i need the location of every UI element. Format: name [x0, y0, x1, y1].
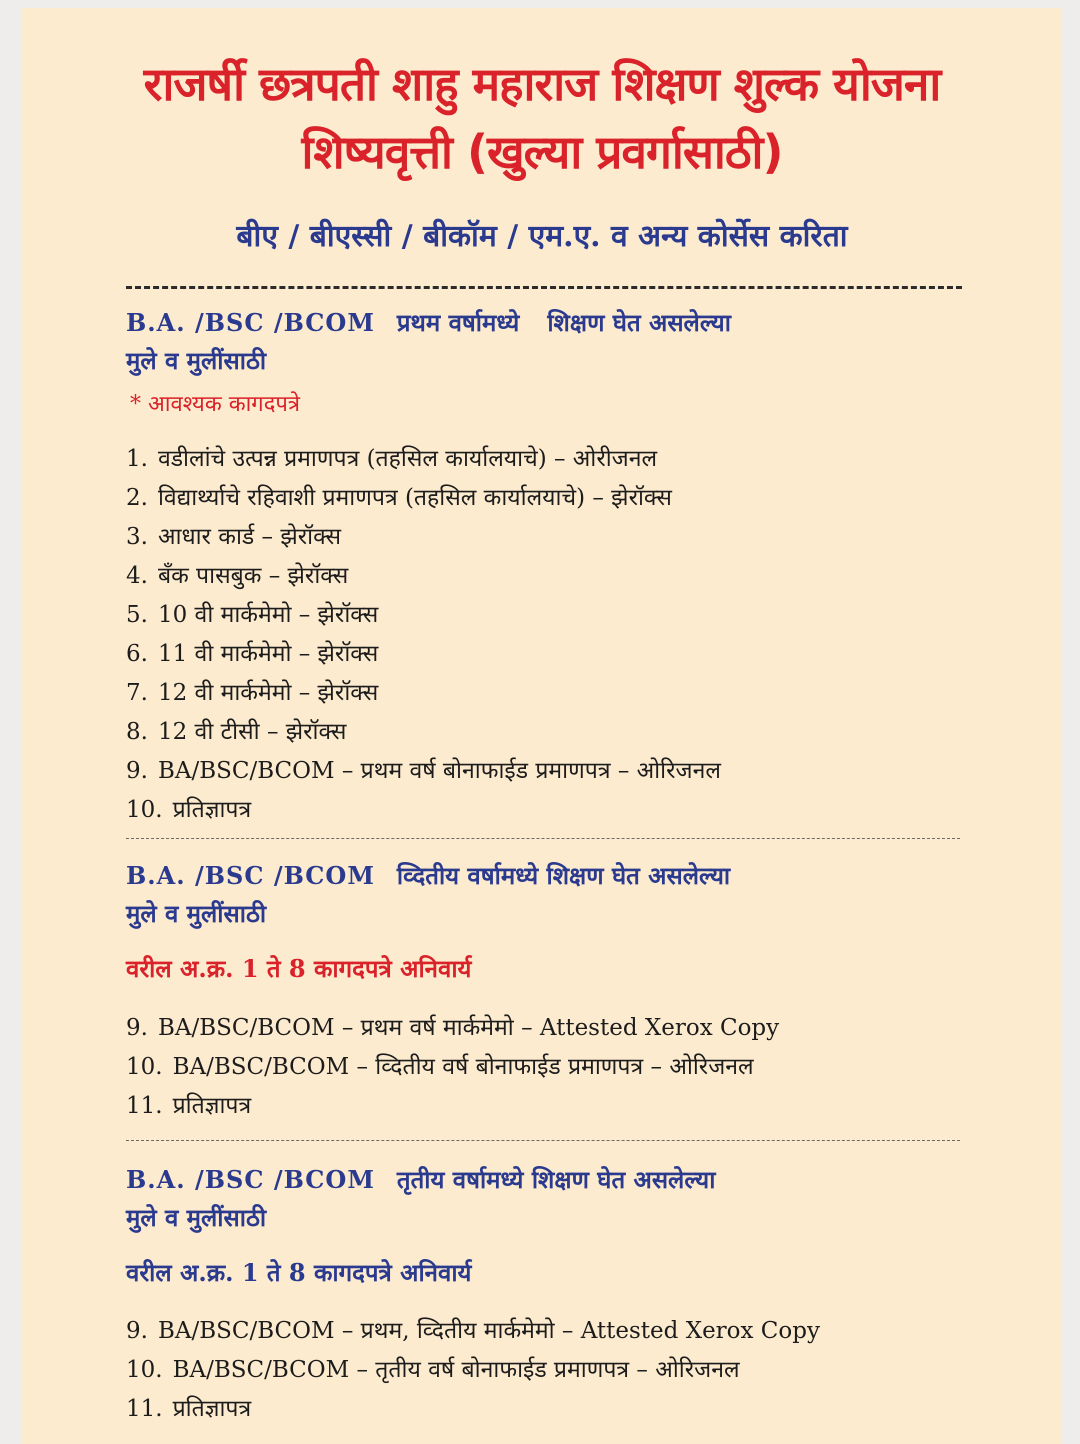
list-item: 9. BA/BSC/BCOM – प्रथम, व्दितीय मार्कमेमो – Attested Xerox Copy [126, 1318, 820, 1344]
notice-page [22, 8, 1062, 1444]
section-1-heading-line-2: मुले व मुलींसाठी [126, 346, 267, 375]
list-item: 9. BA/BSC/BCOM – प्रथम वर्ष बोनाफाईड प्रमाणपत्र – ओरिजनल [126, 758, 721, 784]
section-1-heading-part-1: प्रथम वर्षामध्ये [396, 308, 520, 337]
required-documents-note: * आवश्यक कागदपत्रे [130, 392, 301, 417]
section-1-heading-courses: B.A. /BSC /BCOM [126, 308, 375, 337]
section-divider [126, 838, 960, 839]
list-item: 9. BA/BSC/BCOM – प्रथम वर्ष मार्कमेमो – Attested Xerox Copy [126, 1015, 780, 1041]
section-3-heading [126, 1161, 715, 1237]
section-3-heading-line-2: मुले व मुलींसाठी [126, 1203, 267, 1232]
section-2-document-list [126, 1009, 779, 1126]
list-item: 10. BA/BSC/BCOM – तृतीय वर्ष बोनाफाईड प्रमाणपत्र – ओरिजनल [126, 1357, 740, 1383]
section-2-heading-part-1: व्दितीय वर्षामध्ये शिक्षण घेत असलेल्या [396, 861, 731, 890]
list-item: 1. वडीलांचे उत्पन्न प्रमाणपत्र (तहसिल कार्यालयाचे) – ओरीजनल [126, 446, 658, 472]
section-2-heading-courses: B.A. /BSC /BCOM [126, 861, 375, 890]
heavy-dashed-divider [126, 286, 962, 289]
list-item: 4. बँक पासबुक – झेरॉक्स [126, 563, 349, 589]
section-1-heading-part-2: शिक्षण घेत असलेल्या [547, 308, 731, 337]
list-item: 6. 11 वी मार्कमेमो – झेरॉक्स [126, 641, 379, 667]
section-divider [126, 1140, 960, 1141]
section-3-compulsory-note: वरील अ.क्र. 1 ते 8 कागदपत्रे अनिवार्य [126, 1258, 472, 1287]
page-title-line-1: राजर्षी छत्रपती शाहु महाराज शिक्षण शुल्क योजना [143, 57, 941, 111]
list-item: 8. 12 वी टीसी – झेरॉक्स [126, 719, 347, 745]
section-1-document-list [126, 440, 721, 830]
list-item: 10. प्रतिज्ञापत्र [126, 797, 252, 823]
list-item: 5. 10 वी मार्कमेमो – झेरॉक्स [126, 602, 379, 628]
section-3-document-list [126, 1312, 820, 1429]
section-3-heading-part-1: तृतीय वर्षामध्ये शिक्षण घेत असलेल्या [396, 1165, 716, 1194]
list-item: 11. प्रतिज्ञापत्र [126, 1093, 252, 1119]
list-item: 7. 12 वी मार्कमेमो – झेरॉक्स [126, 680, 379, 706]
list-item: 11. प्रतिज्ञापत्र [126, 1396, 252, 1422]
section-2-compulsory-note: वरील अ.क्र. 1 ते 8 कागदपत्रे अनिवार्य [126, 954, 472, 983]
section-3-heading-courses: B.A. /BSC /BCOM [126, 1165, 375, 1194]
section-1-heading [126, 304, 731, 380]
section-2-heading [126, 857, 730, 933]
page-title-line-2: शिष्यवृत्ती (खुल्या प्रवर्गासाठी) [301, 125, 783, 179]
section-2-heading-line-2: मुले व मुलींसाठी [126, 899, 267, 928]
list-item: 10. BA/BSC/BCOM – व्दितीय वर्ष बोनाफाईड प्रमाणपत्र – ओरिजनल [126, 1054, 754, 1080]
list-item: 2. विद्यार्थ्याचे रहिवाशी प्रमाणपत्र (तहसिल कार्यालयाचे) – झेरॉक्स [126, 485, 672, 511]
courses-subtitle: बीए / बीएस्सी / बीकॉम / एम.ए. व अन्य कोर्सेस करिता [236, 219, 848, 254]
list-item: 3. आधार कार्ड – झेरॉक्स [126, 524, 342, 550]
